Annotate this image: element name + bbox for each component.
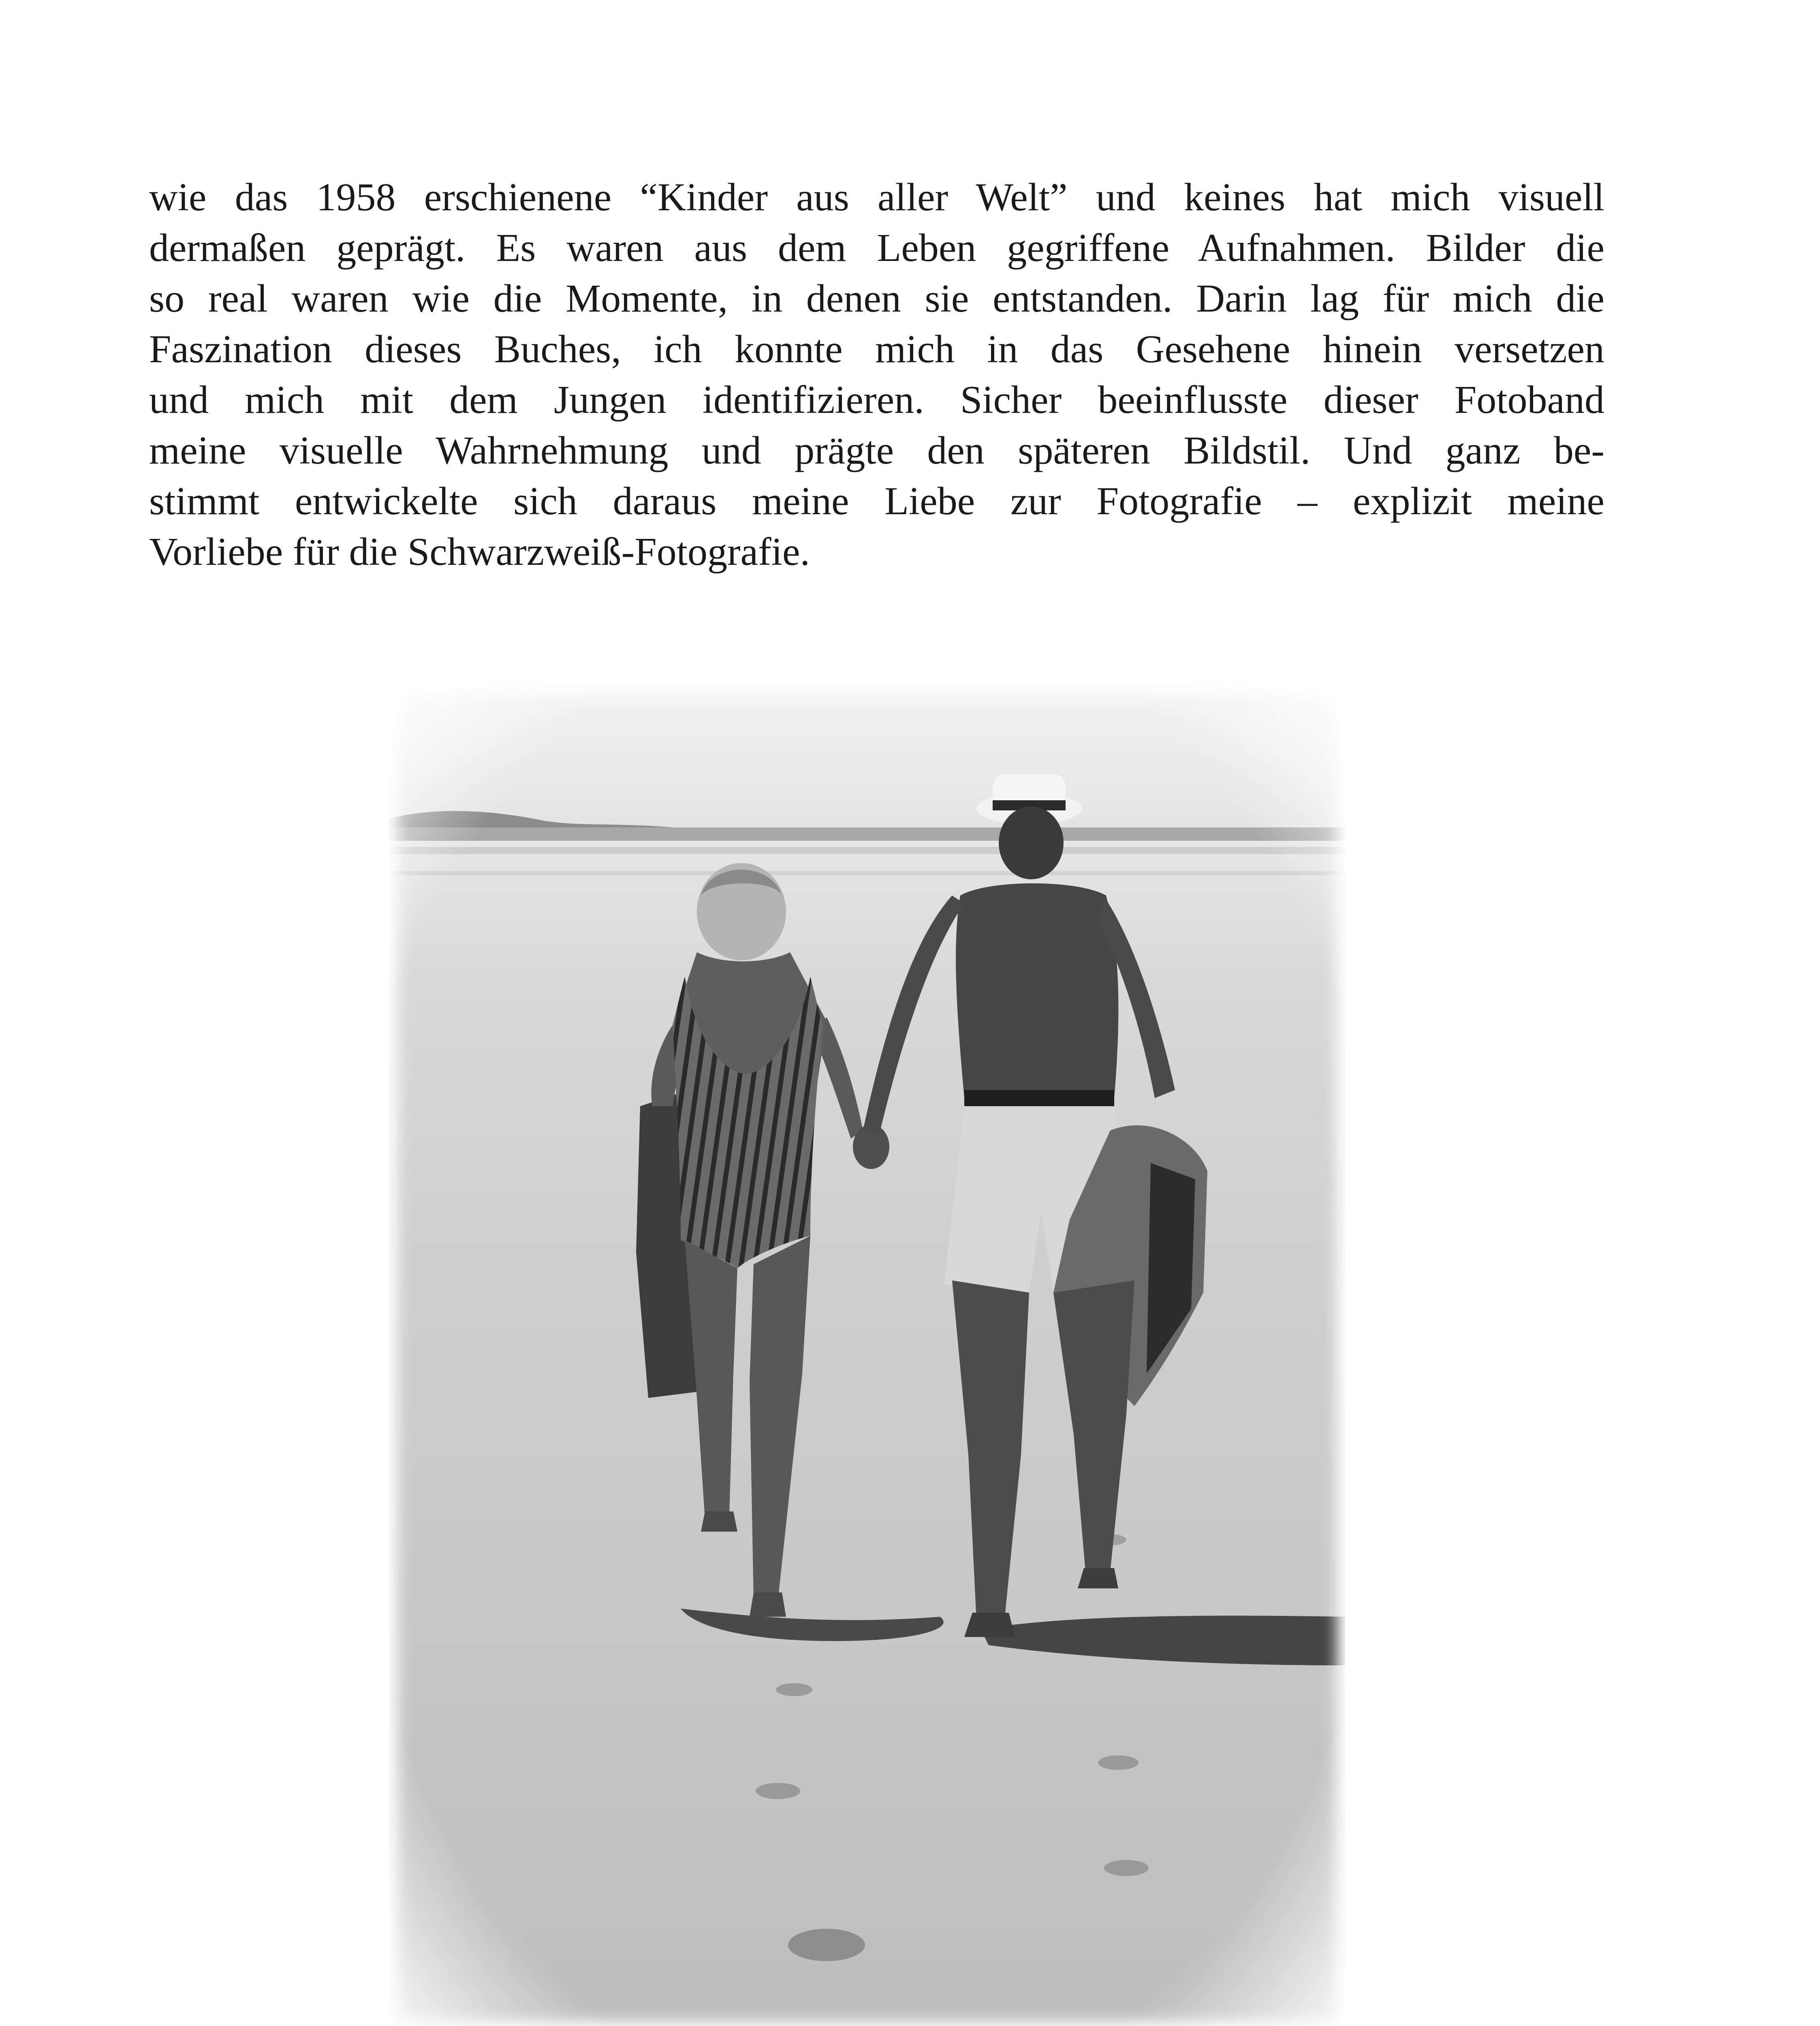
body-paragraph — [149, 172, 1604, 577]
text-line: dermaßen geprägt. Es waren aus dem Leben gegriffene Aufnahmen. Bilder die — [149, 226, 1604, 270]
text-line: Vorliebe für die Schwarzweiß-Fotografie. — [149, 530, 810, 574]
photo-illustration — [389, 685, 1345, 2026]
text-line: meine visuelle Wahrnehmung und prägte den späteren Bildstil. Und ganz be- — [149, 429, 1604, 472]
text-line: wie das 1958 erschienene “Kinder aus aller Welt” und keines hat mich visuell — [149, 175, 1604, 219]
text-line: so real waren wie die Momente, in denen sie entstanden. Darin lag für mich die — [149, 277, 1604, 321]
beach-photograph — [389, 685, 1345, 2026]
text-line: Faszination dieses Buches, ich konnte mich in das Gesehene hinein versetzen — [149, 327, 1604, 371]
text-line: und mich mit dem Jungen identifizieren. Sicher beeinflusste dieser Fotoband — [149, 378, 1604, 422]
text-line: stimmt entwickelte sich daraus meine Liebe zur Fotografie – explizit meine — [149, 479, 1604, 523]
